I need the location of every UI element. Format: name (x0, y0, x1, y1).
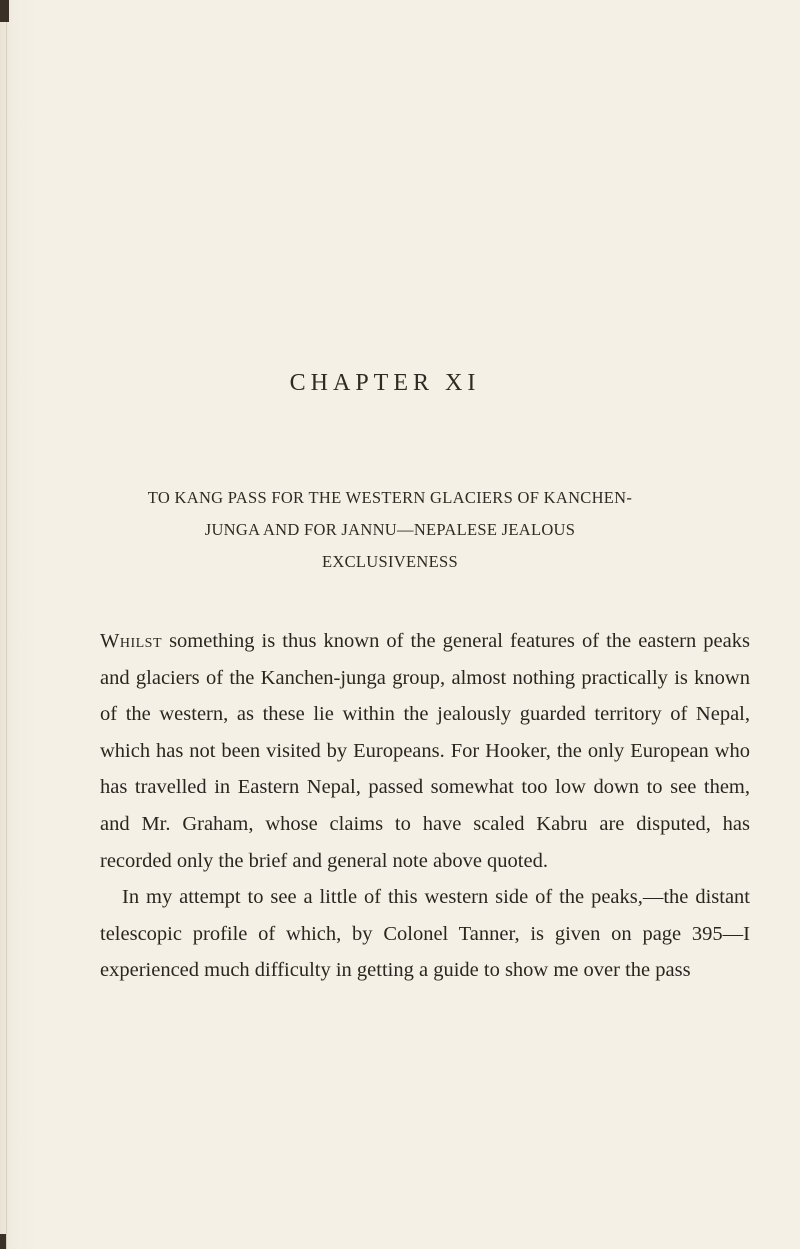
paragraph-2: In my attempt to see a little of this western side of the peaks,—the distant telescopic profile of which, by Colonel Tanner, is given on page 395—I experienced much difficulty in getting a guide to show me over the pass (100, 886, 750, 982)
body-text (100, 623, 750, 989)
page-gutter (6, 0, 7, 1249)
chapter-heading: CHAPTER XI (289, 370, 481, 396)
chapter-subtitle (100, 482, 680, 578)
paragraph-1-text: something is thus known of the general features of the eastern peaks and glaciers of the Kanchen-junga group, almost nothing practically is known of the western, as these lie within the jealously guarded territory of Nepal, which has not been visited by Europeans. For Hooker, the only European who has travelled in Eastern Nepal, passed somewhat too low down to see them, and Mr. Graham, whose claims to have scaled Kabru are disputed, has recorded only the brief and general note above quoted. (100, 630, 750, 872)
scan-edge-mark-top (0, 0, 9, 22)
paragraph-1 (100, 623, 750, 879)
subtitle-line-2: JUNGA AND FOR JANNU—NEPALESE JEALOUS (204, 520, 576, 539)
subtitle-line-3: EXCLUSIVENESS (322, 552, 458, 571)
paragraph-lead-word: Whilst (100, 630, 163, 652)
subtitle-line-1: TO KANG PASS FOR THE WESTERN GLACIERS OF KANCHEN- (147, 488, 633, 507)
scan-edge-mark-bottom (0, 1234, 6, 1249)
